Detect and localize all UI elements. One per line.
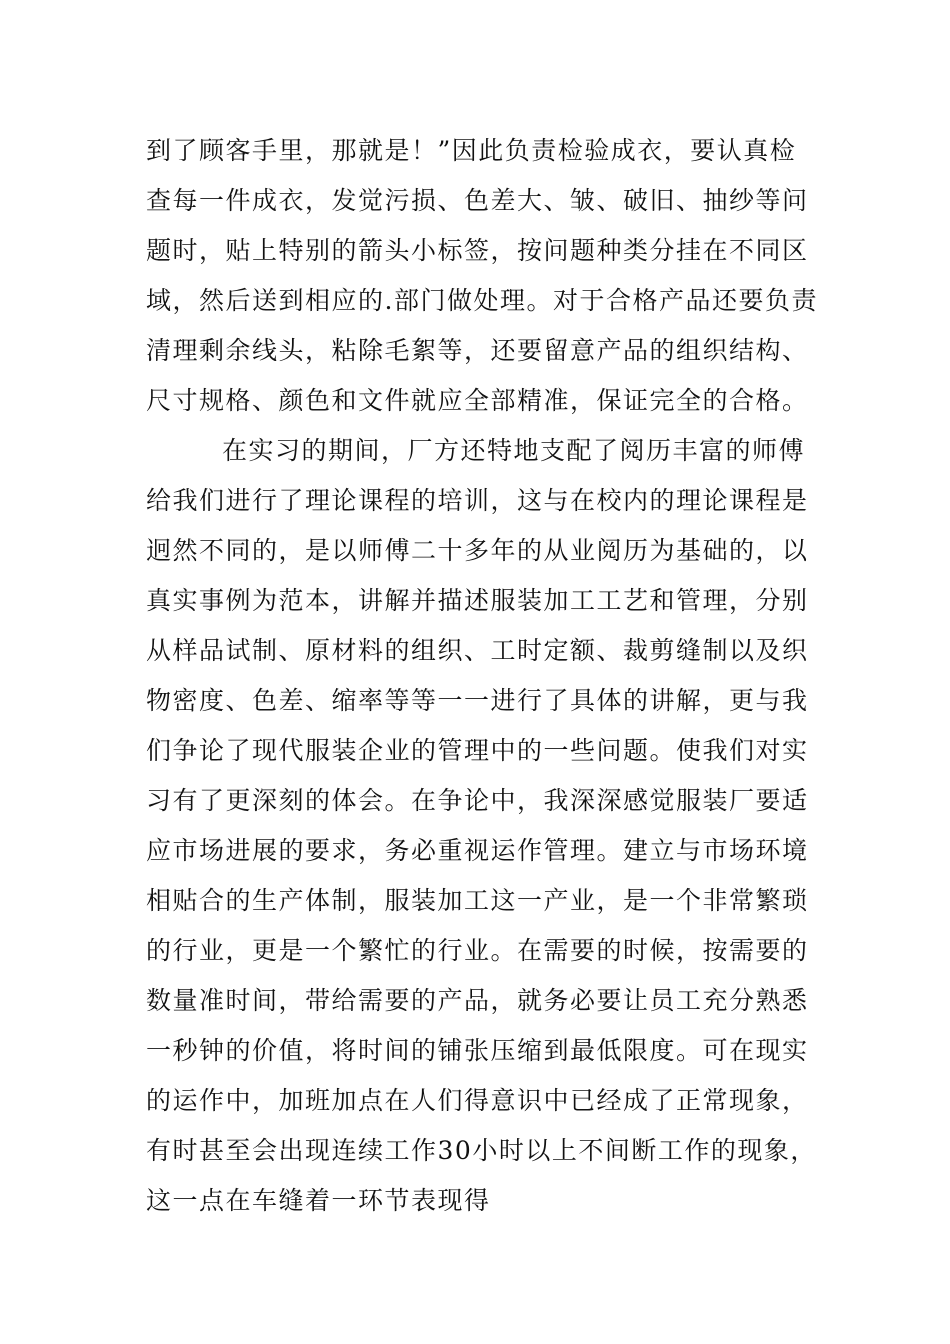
text-line: 题时，贴上特别的箭头小标签，按问题种类分挂在不同区 <box>146 236 809 265</box>
text-line: 从样品试制、原材料的组织、工时定额、裁剪缝制以及织 <box>146 636 809 665</box>
text-line: 数量准时间，带给需要的产品，就务必要让员工充分熟悉 <box>146 986 809 1015</box>
paragraph-start-line: 在实习的期间，厂方还特地支配了阅历丰富的师傅 <box>222 436 806 465</box>
body-text <box>146 126 826 1226</box>
text-line: 的行业，更是一个繁忙的行业。在需要的时候，按需要的 <box>146 936 809 965</box>
text-line: 真实事例为范本，讲解并描述服装加工工艺和管理，分别 <box>146 586 809 615</box>
text-line: 到了顾客手里，那就是！”因此负责检验成衣，要认真检 <box>146 136 797 165</box>
text-line: 习有了更深刻的体会。在争论中，我深深感觉服装厂要适 <box>146 786 809 815</box>
text-line: 物密度、色差、缩率等等一一进行了具体的讲解，更与我 <box>146 686 809 715</box>
text-line: 们争论了现代服装企业的管理中的一些问题。使我们对实 <box>146 736 809 765</box>
text-line: 这一点在车缝着一环节表现得 <box>146 1186 491 1215</box>
text-line: 尺寸规格、颜色和文件就应全部精准，保证完全的合格。 <box>146 386 809 415</box>
text-line: 查每一件成衣，发觉污损、色差大、皱、破旧、抽纱等问 <box>146 186 809 215</box>
text-line: 应市场进展的要求，务必重视运作管理。建立与市场环境 <box>146 836 809 865</box>
text-line: 给我们进行了理论课程的培训，这与在校内的理论课程是 <box>146 486 809 515</box>
text-line: 的运作中，加班加点在人们得意识中已经成了正常现象， <box>146 1086 809 1115</box>
text-line: 迥然不同的，是以师傅二十多年的从业阅历为基础的，以 <box>146 536 809 565</box>
text-line: 相贴合的生产体制，服装加工这一产业，是一个非常繁琐 <box>146 886 809 915</box>
text-line: 域，然后送到相应的.部门做处理。对于合格产品还要负责 <box>146 286 818 315</box>
text-line: 一秒钟的价值，将时间的铺张压缩到最低限度。可在现实 <box>146 1036 809 1065</box>
text-line: 有时甚至会出现连续工作30小时以上不间断工作的现象， <box>146 1136 817 1165</box>
text-line: 清理剩余线头，粘除毛絮等，还要留意产品的组织结构、 <box>146 336 809 365</box>
